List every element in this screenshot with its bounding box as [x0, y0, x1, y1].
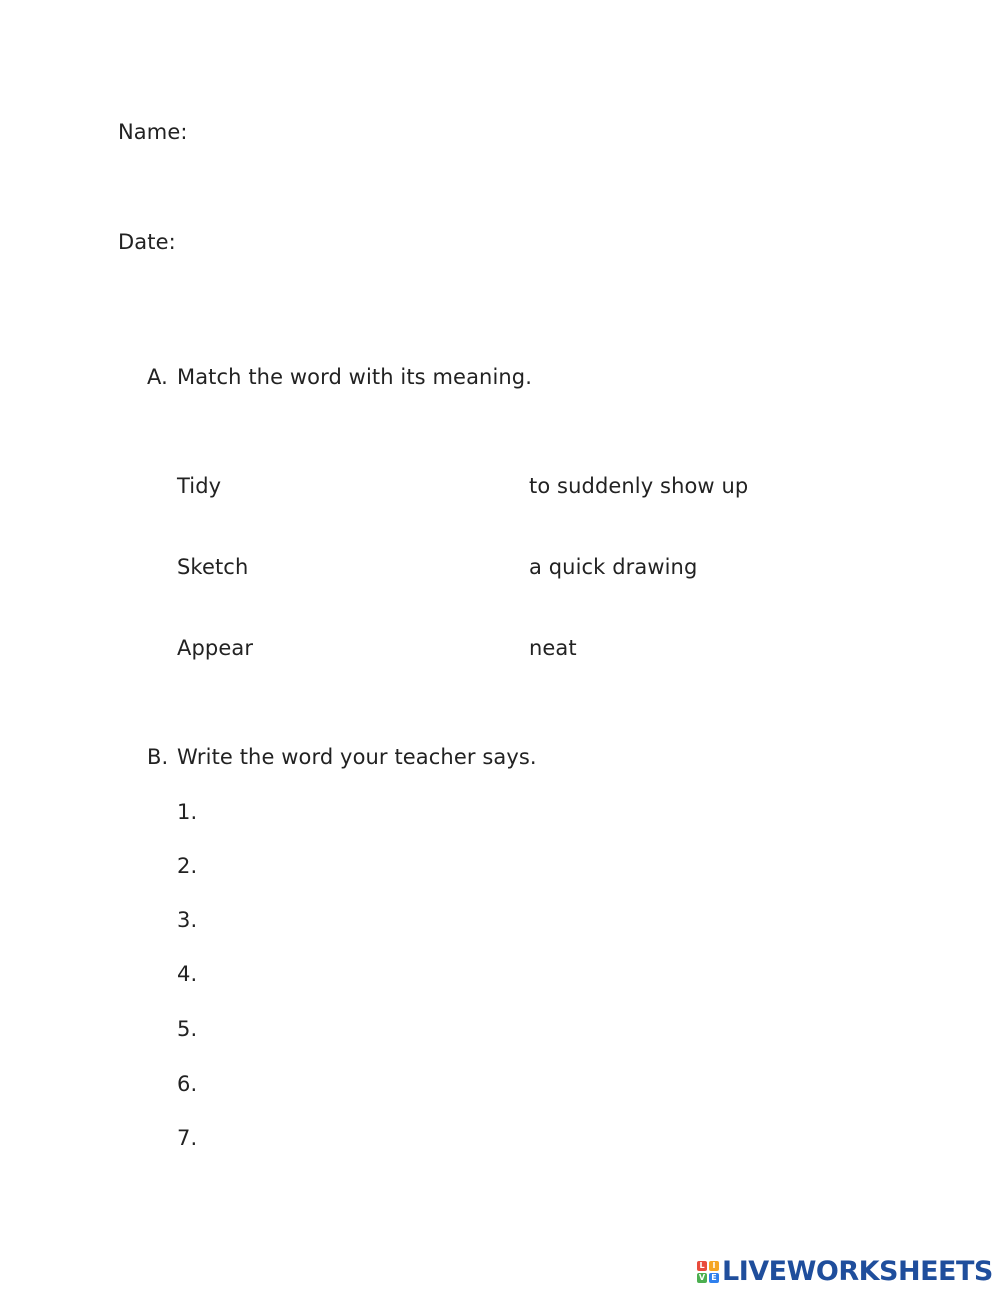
brand-name: LIVEWORKSHEETS: [722, 1256, 993, 1287]
logo-block: V: [698, 1273, 706, 1282]
logo-block: E: [709, 1273, 719, 1283]
answer-item-number: 6.: [177, 1072, 198, 1096]
date-label: Date:: [118, 230, 176, 254]
logo-blocks-icon: [697, 1261, 719, 1283]
answer-item-number: 5.: [177, 1017, 198, 1041]
section-b-instruction: Write the word your teacher says.: [177, 745, 537, 769]
answer-item-number: 3.: [177, 908, 198, 932]
match-word[interactable]: Appear: [177, 636, 254, 660]
section-b-marker: B.: [147, 745, 169, 769]
section-a-marker: A.: [147, 365, 168, 389]
answer-item-number: 7.: [177, 1126, 198, 1150]
answer-item-number: 1.: [177, 800, 198, 824]
match-word[interactable]: Tidy: [177, 474, 222, 498]
match-meaning[interactable]: neat: [529, 636, 577, 660]
logo-block: L: [697, 1261, 707, 1271]
answer-item-number: 4.: [177, 962, 198, 986]
match-meaning[interactable]: a quick drawing: [529, 555, 698, 579]
answer-item-number: 2.: [177, 854, 198, 878]
match-meaning[interactable]: to suddenly show up: [529, 474, 749, 498]
section-a-instruction: Match the word with its meaning.: [177, 365, 533, 389]
match-word[interactable]: Sketch: [177, 555, 249, 579]
logo-block: I: [709, 1261, 719, 1271]
name-label: Name:: [118, 120, 188, 144]
liveworksheets-logo: [697, 1257, 993, 1287]
